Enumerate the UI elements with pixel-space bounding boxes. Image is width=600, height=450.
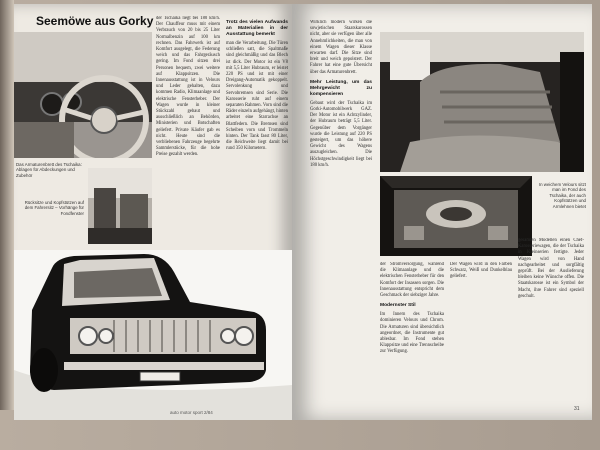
dashboard-caption: Das Armaturenbrett des Tschaika: Ablagen für Abdeckungen und Zubehör	[16, 162, 82, 178]
left-col2-body: man die Verarbeitung. Die Türen schließen satt, die Spaltmaße sind gleichmäßig und das Blech ist dick. Der Motor ist ein V8 mit 5,5 Liter Hubraum, er leistet 220 PS und ist mit einer Dreigang-Automatik gekoppelt. Servolenkung und Servobremsen sind Serie. Die Karosserie ruht auf einem separaten Rahmen. Vorn sind die Räder einzeln aufgehängt, hinten arbeitet eine Starrachse an Blattfedern. Die Bremsen sind Scheiben vorn und Trommeln hinten. Der Tank fasst 80 Liter, die Reichweite liegt damit bei rund 350 Kilometern.	[226, 41, 288, 152]
article-title: Seemöwe aus Gorky	[36, 14, 154, 28]
interior-photo	[88, 168, 152, 244]
page-number: 31	[574, 406, 580, 412]
left-col2-subheading: Trotz des vielen Aufwands an Materialien in der Ausstattung bemerkt	[226, 20, 288, 37]
right-col1-subheading: Mehr Leistung, um das Mehrgewicht zu kompensieren	[310, 79, 372, 97]
interior-caption: Rücksitze und Kopfstützen auf dem Fahrersitz – Vorhänge für Fondfenster	[24, 200, 84, 216]
engine-photo	[380, 176, 532, 256]
right-col2-subheading: Modernster Stil	[380, 303, 416, 309]
right-col2-body: Im Innern des Tschaika dominieren Velours und Chrom. Die Armaturen sind übersichtlich angeordnet, die Instrumente gut ablesbar. Im Fond stehen Klappsitze und eine Trennscheibe zur Verfügung.	[380, 312, 444, 355]
left-footer: auto motor sport 2/84	[170, 410, 213, 415]
left-page	[14, 4, 292, 420]
right-col2-intro: der Stromversorgung, während die Klimaanlage und die elektrischen Fensterheber für den Komfort der Insassen sorgen. Die Innenausstattung entspricht dem Geschmack der siebziger Jahre.	[380, 262, 444, 299]
seat-caption: In weichem Velours sitzt man im Fond des Tschaika, der auch Kopfstützen und Armlehnen bietet	[538, 182, 586, 209]
dashboard-photo	[14, 32, 152, 158]
right-text-col-1	[310, 20, 372, 412]
right-col1-intro: Wirklich modern wirken die sowjetischen Staatskarossen nicht, aber sie verfügen über alle Annehmlichkeiten, die man von einem Wagen dieser Klasse erwarten darf. Die Sitze sind breit und weich gepolstert. Der Fahrer hat eine gute Übersicht über das Armaturenbrett.	[310, 20, 372, 75]
right-text-col-3: Der Wagen wird in den Farben Schwarz, Weiß und Dunkelblau geliefert.	[450, 262, 512, 280]
rear-seat-photo	[380, 32, 584, 172]
left-text-col-2	[226, 16, 288, 414]
right-page	[292, 4, 592, 420]
left-text-col-1: der Tschaika liegt bei 180 km/h. Der Chauffeur muss mit einem Verbrauch von 20 bis 25 Liter Normalbenzin auf 100 km rechnen. Das Fahrwerk ist auf Komfort ausgelegt, die Federung weich und das Fahrgeräusch gering. Im Fond sitzen drei Personen bequem, zwei weitere auf Klappsitzen. Die Innenausstattung ist in Velours und Leder gehalten, dazu kommen Radio, Klimaanlage und elektrische Fensterheber. Der Wagen wurde in kleiner Stückzahl gebaut und ausschließlich an Behörden, Ministerien und Botschaften geliefert. Private Käufer gab es nicht. Heute sind die verbliebenen Fahrzeuge begehrte Sammlerstücke, für die hohe Preise gezahlt werden.	[156, 16, 220, 158]
right-text-col-2	[380, 262, 444, 412]
binding-strip	[0, 0, 14, 410]
right-text-col-4: gesamten Modellen einen Chef-Karosseriewagen, die der Tschaika in Kleinserien fertigte. Jeder Wagen wird von Hand nachgearbeitet und sorgfältig geprüft. Bei der Auslieferung bleiben keine Wünsche offen. Die Staatskarosse ist ein Symbol der Macht, ihre Fahrer sind speziell geschult.	[518, 238, 584, 299]
right-col1-body: Gebaut wird der Tschaika im Gorki-Automobilwerk GAZ. Der Motor ist ein Achtzylinder, der Hubraum beträgt 5,5 Liter. Gegenüber dem Vorgänger wurde die Leistung auf 220 PS gesteigert, um das höhere Gewicht des Wagens auszugleichen. Die Höchstgeschwindigkeit liegt bei 180 km/h.	[310, 100, 372, 168]
